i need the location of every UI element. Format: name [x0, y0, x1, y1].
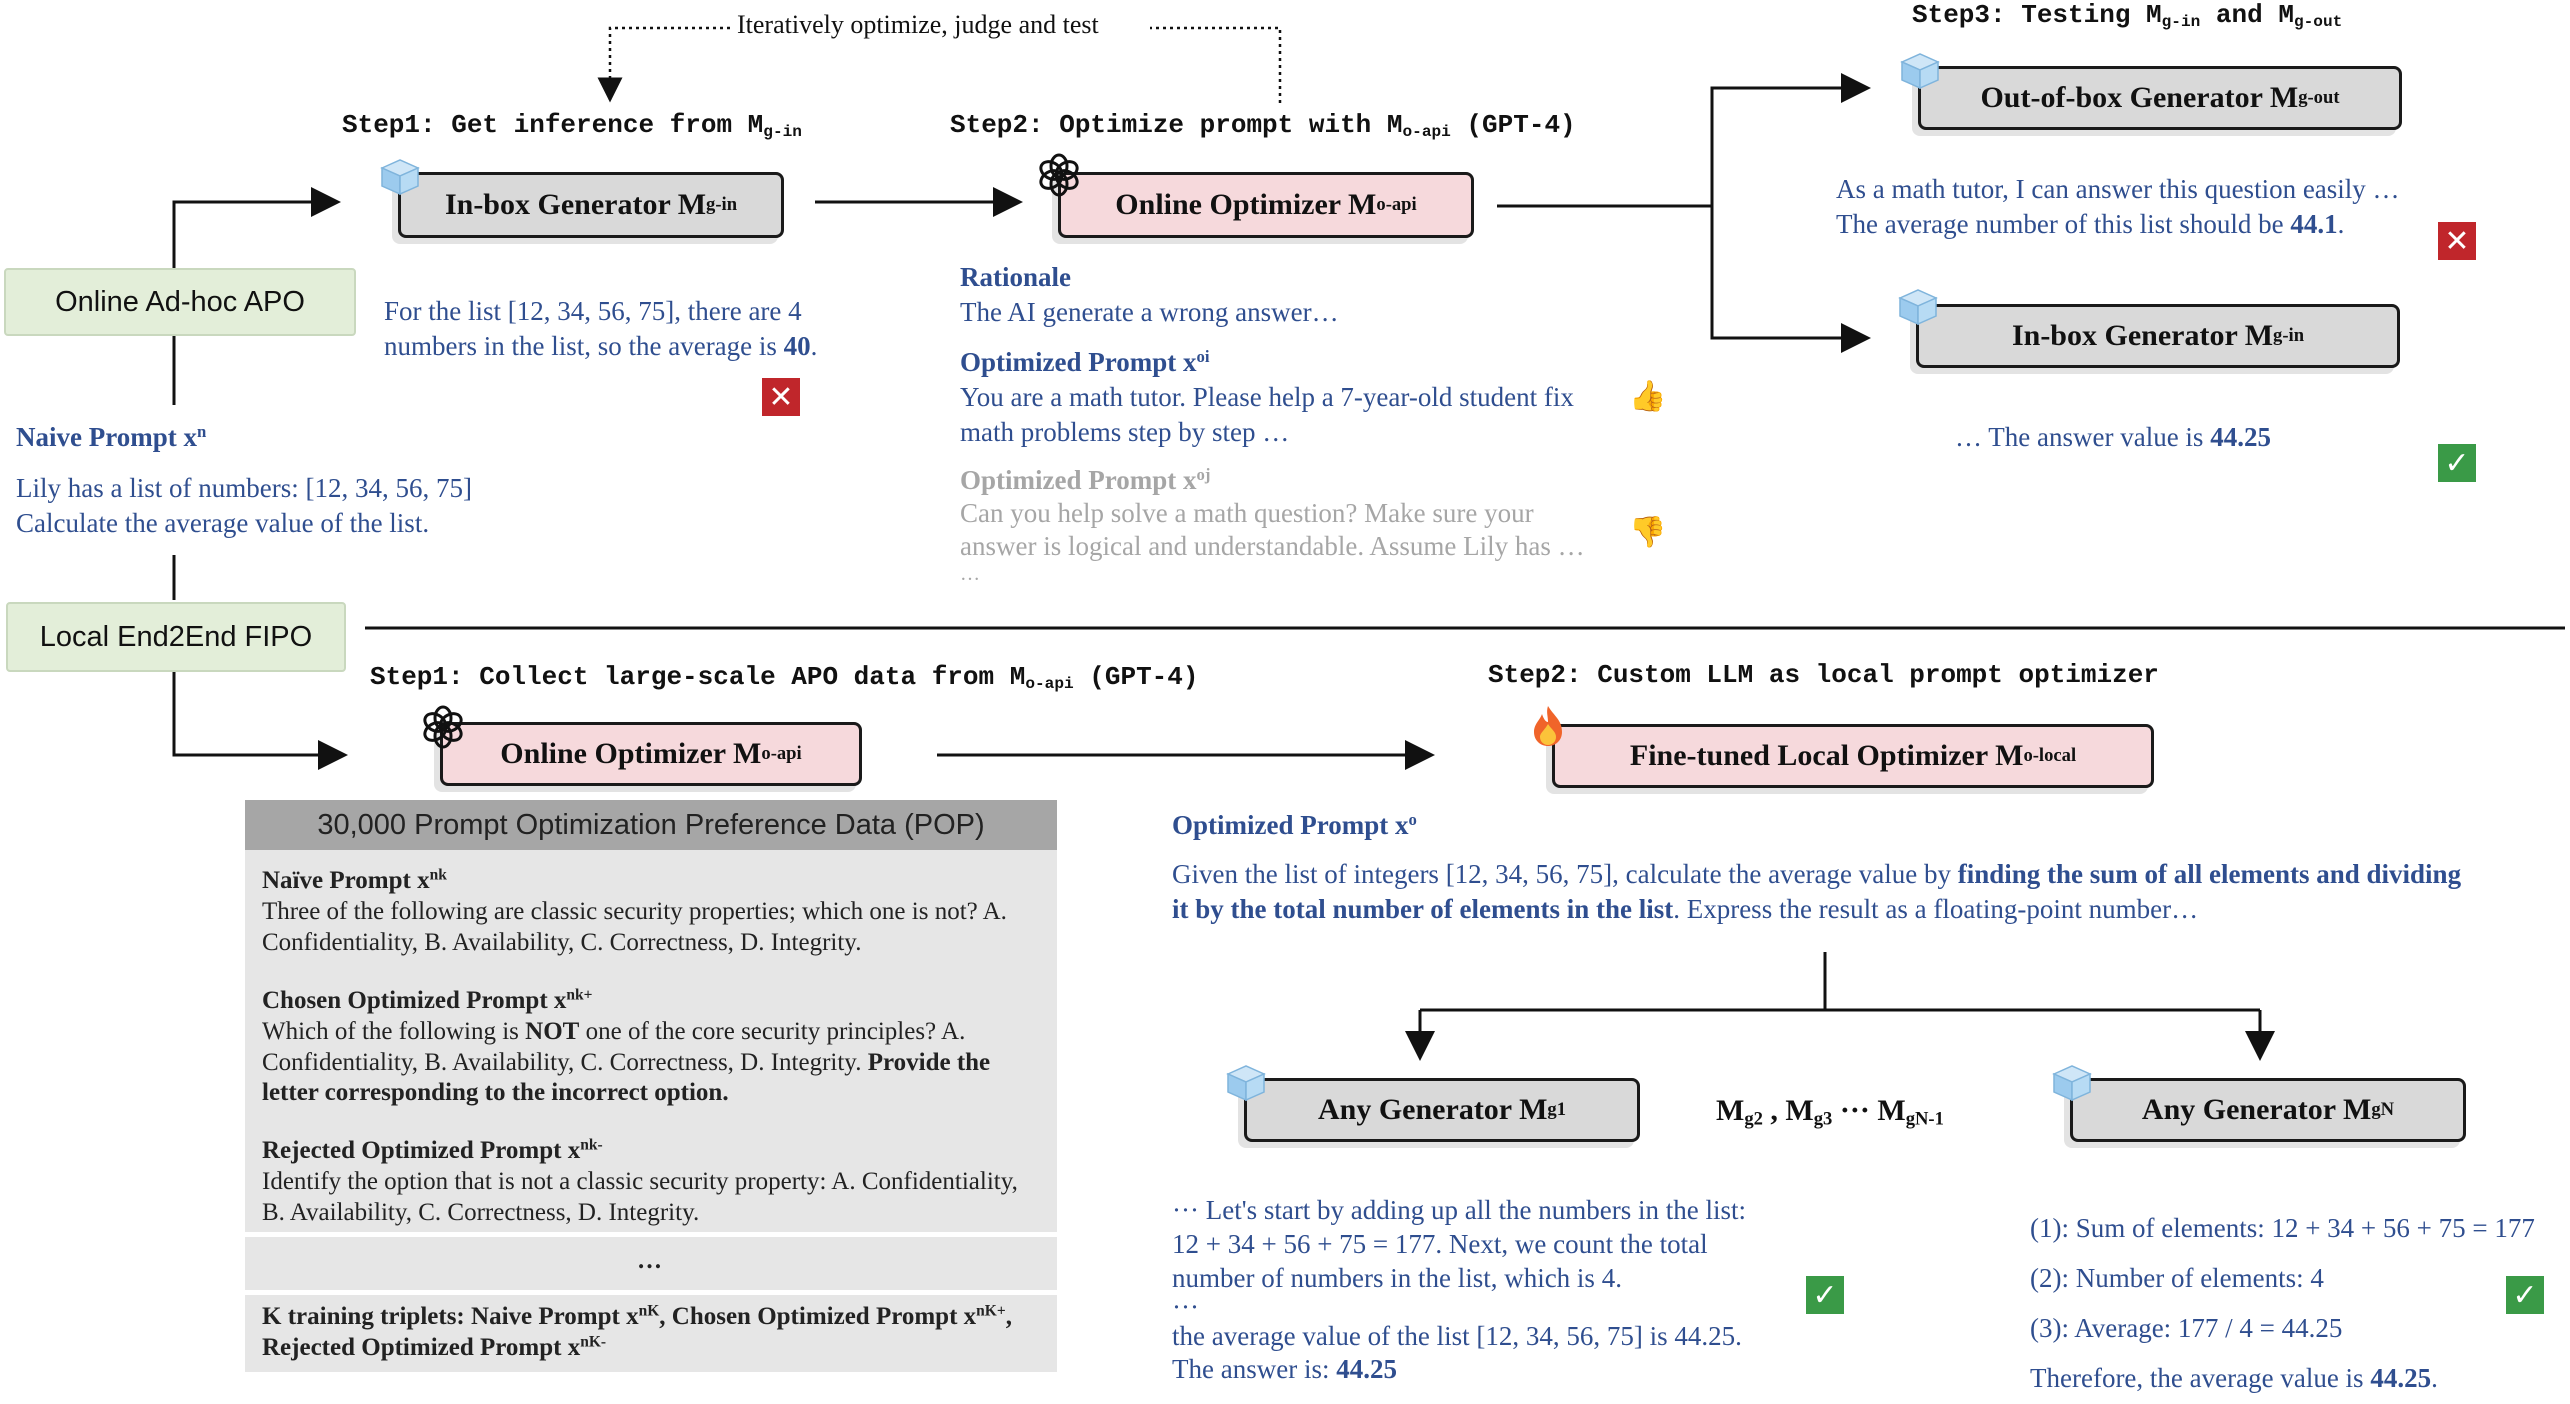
any-generator-1-box: Any Generator M g1 — [1244, 1078, 1640, 1142]
pop-chosen-prompt: Chosen Optimized Prompt $x^{nk+}$ Which of the following is NOT one of the core security principles? A. Confidentiality, B. Availability, C. Correctness, D. Integrity. Provide the letter corresponding to the incorrect option. — [262, 986, 991, 1107]
inbox-generator-box: In-box Generator M g-in — [398, 172, 784, 238]
feedback-loop-line — [1150, 28, 1280, 103]
ice-cube-icon — [2050, 1062, 2094, 1102]
naive-prompt: Naive Prompt $x^n$ Lily has a list of numbers: [12, 34, 56, 75] Calculate the average value of the list. — [16, 421, 472, 539]
outbox-generator-box: Out-of-box Generator M g-out — [1918, 66, 2402, 130]
check-mark-icon: ✓ — [2506, 1276, 2544, 1314]
pop-separator — [245, 1290, 1057, 1295]
ice-cube-icon — [378, 156, 422, 196]
outbox-answer: As a math tutor, I can answer this question easily … The average number of this list should be 44.1. — [1836, 174, 2400, 240]
pop-separator — [245, 1232, 1057, 1237]
cross-mark-icon: ✕ — [2438, 222, 2476, 260]
top-step2-label: Step2: Optimize prompt with $M_{o-api}$ (GPT-4) — [950, 110, 1576, 142]
local-optimizer-box: Fine-tuned Local Optimizer M o-local — [1552, 724, 2154, 788]
online-adhoc-apo-label: Online Ad-hoc APO — [4, 268, 356, 336]
cross-mark-icon: ✕ — [762, 378, 800, 416]
thumbs-up-icon: 👍 — [1629, 378, 1667, 414]
openai-logo-icon — [1036, 152, 1082, 198]
middle-generators-label: $M_{g2}$ , $M_{g3}$ ··· $M_{gN-1}$ — [1716, 1094, 1944, 1130]
optimized-prompt-i: Optimized Prompt $x^{oi}$ You are a math tutor. Please help a 7-year-old student fix math problems step by step … — [960, 346, 1574, 448]
pop-title: 30,000 Prompt Optimization Preference Data (POP) — [245, 800, 1057, 850]
ice-cube-icon — [1898, 50, 1942, 90]
optimized-prompt-o: Optimized Prompt $x^o$ Given the list of integers [12, 34, 56, 75], calculate the average value by finding the sum of all elements and dividing it by the total number of elements in the list. Express the result as a floating-point number… — [1172, 809, 2462, 925]
ice-cube-icon — [1896, 286, 1940, 326]
rationale: Rationale The AI generate a wrong answer… — [960, 262, 1339, 328]
pop-rejected-prompt: Rejected Optimized Prompt $x^{nk-}$ Identify the option that is not a classic security property: A. Confidentiality, B. Availability, C. Correctness, D. Integrity. — [262, 1136, 1018, 1226]
online-optimizer-box-bottom: Online Optimizer M o-api — [440, 722, 862, 786]
any-generator-1-output: ··· Let's start by adding up all the numbers in the list: 12 + 34 + 56 + 75 = 177. Next, we count the total number of numbers in the list, which is 4. ··· the average value of the list [12, 34, 56, 75] is 44.25. The answer is: 44.25 — [1172, 1195, 1747, 1385]
loop-label: Iteratively optimize, judge and test — [737, 10, 1099, 39]
bottom-step2-label: Step2: Custom LLM as local prompt optimizer — [1488, 660, 2159, 690]
feedback-loop-arrow — [610, 28, 730, 100]
pop-k-triplets: K training triplets: Naive Prompt $x^{nK}$, Chosen Optimized Prompt $x^{nK+}$, Rejected Optimized Prompt $x^{nK-}$ — [262, 1302, 1012, 1361]
local-end2end-fipo-label: Local End2End FIPO — [6, 602, 346, 672]
pop-naive-prompt: Naïve Prompt $x^{nk}$ Three of the following are classic security properties; which one is not? A. Confidentiality, B. Availability, C. Correctness, D. Integrity. — [262, 866, 1007, 956]
openai-logo-icon — [420, 704, 466, 750]
bottom-step1-label: Step1: Collect large-scale APO data from $M_{o-api}$ (GPT-4) — [370, 662, 1199, 694]
ice-cube-icon — [1224, 1062, 1268, 1102]
optimized-prompt-j: Optimized Prompt $x^{oj}$ Can you help solve a math question? Make sure your answer is logical and understandable. Assume Lily has … … — [960, 464, 1585, 585]
top-step1-label: Step1: Get inference from $M_{g-in}$ — [342, 110, 802, 142]
thumbs-down-icon: 👎 — [1629, 514, 1667, 550]
top-step3-label: Step3: Testing $M_{g-in}$ and $M_{g-out}$ — [1912, 0, 2343, 32]
arrow-to-online-optimizer-bottom — [174, 665, 345, 755]
any-generator-n-box: Any Generator M gN — [2070, 1078, 2466, 1142]
online-optimizer-box: Online Optimizer M o-api — [1058, 172, 1474, 238]
check-mark-icon: ✓ — [2438, 444, 2476, 482]
inbox-answer: … The answer value is 44.25 — [1955, 422, 2271, 452]
pop-ellipsis: … — [637, 1247, 662, 1274]
inbox-generator-box-2: In-box Generator M g-in — [1916, 304, 2400, 368]
step1-answer: For the list [12, 34, 56, 75], there are 4 numbers in the list, so the average is 40. — [384, 296, 818, 362]
any-generator-n-output: (1): Sum of elements: 12 + 34 + 56 + 75 = 177 (2): Number of elements: 4 (3): Average: 177 / 4 = 44.25 Therefore, the average value is 44.25. — [2030, 1213, 2535, 1393]
fire-icon — [1528, 704, 1568, 748]
arrow-to-inbox — [174, 202, 338, 268]
check-mark-icon: ✓ — [1806, 1276, 1844, 1314]
